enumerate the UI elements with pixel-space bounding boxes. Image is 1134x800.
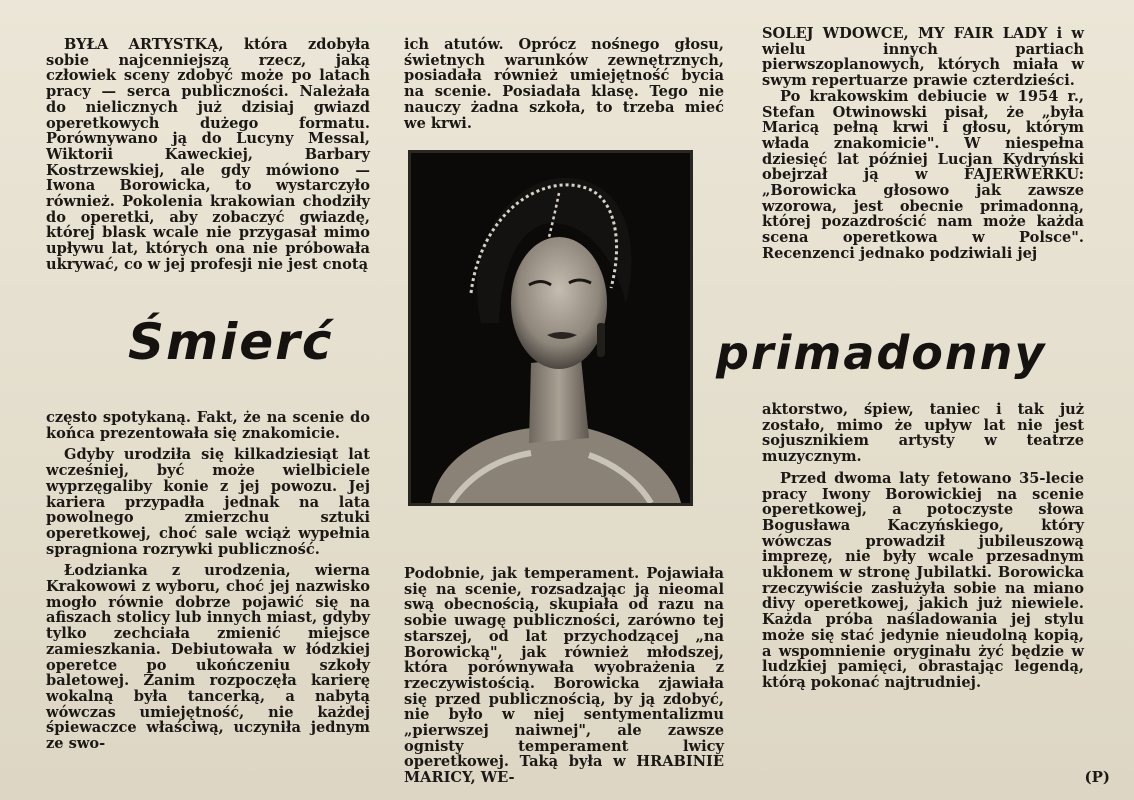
paragraph: często spotykaną. Fakt, że na scenie do końca prezentowała się znakomicie. <box>46 409 370 442</box>
paragraph: aktorstwo, śpiew, taniec i tak już zostało, mimo że upływ lat nie jest sojusznikiem artysty w teatrze muzycznym. <box>762 401 1084 466</box>
author-signature: (P) <box>1084 768 1110 786</box>
paragraph: ich atutów. Oprócz nośnego głosu, świetnych warunków zewnętrznych, posiadała również umiejętność bycia na scenie. Posiadała klasę. Tego nie nauczy żadna szkoła, to trzeba mieć we krwi. <box>404 36 724 132</box>
paragraph: Łodzianka z urodzenia, wierna Krakowowi z wyboru, choć jej nazwisko mogło równie dobrze pojawić się na afiszach stolicy lub innych miast, gdyby tylko zechciała zmienić miejsce zamieszkania. Debiutowała w łódzkiej operetce po ukończeniu szkoły baletowej. Zanim rozpoczęła karierę wokalną była tancerką, a nabytą wówczas umiejętność, nie każdej śpiewaczce właściwą, uczyniła jednym ze swo- <box>46 562 370 753</box>
paragraph: BYŁA ARTYSTKĄ, która zdobyła sobie najcenniejszą rzecz, jaką człowiek sceny zdobyć może po latach pracy — serca publiczności. Należała do nielicznych już dzisiaj gwiazd operetkowych dużego formatu. Porównywano ją do Lucyny Messal, Wiktorii Kaweckiej, Barbary Kostrzewskiej, ale gdy mówiono — Iwona Borowicka, to wystarczyło również. Pokolenia krakowian chodziły do operetki, aby zobaczyć gwiazdę, której blask wcale nie przygasał mimo upływu lat, których ona nie próbowała ukrywać, co w jej profesji nie jest cnotą <box>46 36 370 273</box>
paragraph: Podobnie, jak temperament. Pojawiała się na scenie, rozsadzając ją nieomal swą obecnością, skupiała od razu na sobie uwagę publiczności, zarówno tej starszej, od lat przychodzącej „na Borowicką", jak również młodszej, która porównywała wyobrażenia z rzeczywistością. Borowicka zjawiała się przed publicznością, by ją zdobyć, nie było w niej sentymentalizmu „pierwszej naiwnej", ale zawsze ognisty temperament lwicy operetkowej. Taką była w HRABINIE MARICY, WE- <box>404 565 724 787</box>
column-3-bottom <box>762 402 1084 691</box>
paragraph: Gdyby urodziła się kilkadziesiąt lat wcześniej, być może wielbiciele wyprzęgaliby konie z jej powozu. Jej kariera przypadła jednak na lata powolnego zmierzchu sztuki operetkowej, choć sale wciąż wypełnia spragniona rozrywki publiczność. <box>46 446 370 558</box>
paragraph: Przed dwoma laty fetowano 35-lecie pracy Iwony Borowickiej na scenie operetkowej, a potoczyste słowa Bogusława Kaczyńskiego, który wówczas prowadził jubileuszową imprezę, nie były wcale przesadnym ukłonem w stronę Jubilatki. Borowicka rzeczywiście zasłużyła sobie na miano divy operetkowej, jakich już niewiele. Każda próba naśladowania jej stylu może się stać jedynie nieudolną kopią, a wspomnienie oryginału żyć będzie w ludzkiej pamięci, obrastając legendą, którą pokonać najtrudniej. <box>762 469 1084 691</box>
paragraph: SOLEJ WDOWCE, MY FAIR LADY i w wielu innych partiach pierwszoplanowych, których miała w swym repertuarze prawie czterdzieści. <box>762 25 1084 90</box>
article-title-left: Śmierć <box>128 313 334 371</box>
portrait-photo <box>408 150 693 506</box>
portrait-photo-icon <box>411 153 690 503</box>
column-2-bottom <box>404 566 724 786</box>
paragraph: Po krakowskim debiucie w 1954 r., Stefan Otwinowski pisał, że „była Maricą pełną krwi i głosu, którym włada znakomicie". W niespełna dziesięć lat później Lucjan Kydryński obejrzał ją w FAJERWERKU: „Borowicka głosowo jak zawsze wzorowa, jest obecnie primadonną, której pozazdrościć nam może każda scena operetkowa w Polsce". Recenzenci jednako podziwiali jej <box>762 87 1084 262</box>
column-1-top <box>46 37 370 273</box>
column-1-bottom <box>46 410 370 752</box>
column-3-top <box>762 26 1084 262</box>
article-title-right: primadonny <box>716 326 1047 380</box>
column-2-top <box>404 37 724 131</box>
